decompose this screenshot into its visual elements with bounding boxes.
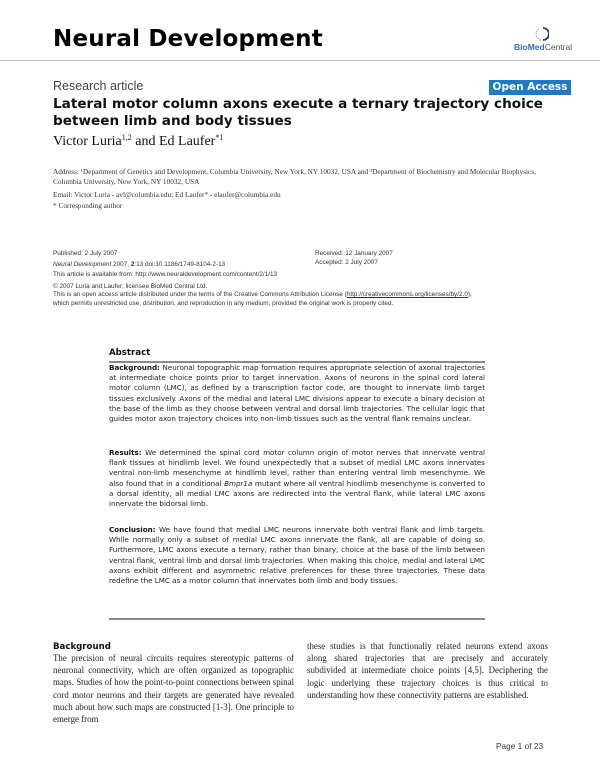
abstract-section-text: Neuronal topographic map formation requires appropriate selection of axonal trajectories at intermediate choice points prior to target innervation. Axons of neurons in the spinal cord lateral motor column (LMC), as defined by a transcription factor code, are thought to innervate limb target tissues exclusively. Axons of the medial and lateral LMC divisions appear to execute a binary decision at the base of the limb as they choose between ventral and dorsal limb trajectories. The cellular logic that guides motor axon trajectory choices into non-limb tissues such as the ventral flank remains unclear. — [109, 363, 485, 424]
abstract-section-text: We have found that medial LMC neurons innervate both ventral flank and limb targets. While normally only a subset of medial LMC axons innervate the flank, all are capable of doing so. Furthermore, LMC axons execute a ternary, rather than binary, choice at the base of the limb between ventral flank, ventral limb and dorsal limb trajectories. When making this choice, medial and lateral LMC axons exhibit different and asymmetric relative preferences for these three trajectories. These data redefine the LMC as a motor column that innervates both limb and body tissues. — [109, 525, 485, 586]
author-separator: and — [131, 134, 159, 149]
page-number: Page 1 of 23 — [496, 741, 544, 751]
abstract-heading: Abstract — [109, 348, 151, 358]
license-statement — [53, 290, 472, 299]
body-text-left-column: The precision of neural circuits requires stereotypic patterns of neuronal connectivity, which are often organized as topographic maps. Studies of how the point-to-point connections between spinal cord motor neurons and their targets are generated have revealed much about how such maps are constructed [1-3]. One principle to emerge from — [53, 653, 294, 725]
license-statement-continued: which permits unrestricted use, distribution, and reproduction in any medium, provided the original work is properly cited. — [53, 300, 394, 307]
received-date: Received: 12 January 2007 — [315, 250, 393, 257]
copyright-notice: © 2007 Luria and Laufer; licensee BioMed Central Ltd. — [53, 283, 208, 290]
publisher-name-bio: Bio — [514, 42, 528, 52]
citation-journal: Neural Development — [53, 261, 112, 268]
body-text-right-column: these studies is that functionally related neurons extend axons along shared trajectories that are precisely and accurately subdivided at intermediate choice points [4,5]. Deciphering the logic underlying these trajectory choices is thus critical to understanding how these connectivity patterns are established. — [307, 641, 548, 700]
author-list — [53, 133, 223, 150]
abstract-section-text: We determined the spinal cord motor column origin of motor nerves that innervate ventral flank tissues at hindlimb level. We found unexpectedly that a subset of medial LMC axons innervates ventral non-limb mesenchyme at hindlimb level, rather than entering ventral limb mesenchyme. We also found that in a conditional — [109, 448, 485, 488]
abstract-results — [109, 448, 485, 509]
article-type: Research article — [53, 79, 144, 93]
author-affiliation: 1,2 — [121, 133, 132, 142]
abstract-section-label: Background: — [109, 363, 160, 372]
abstract-section-label: Conclusion: — [109, 525, 156, 534]
accepted-date: Accepted: 2 July 2007 — [315, 259, 378, 266]
publisher-name-central: Central — [544, 42, 573, 52]
license-text-end: ), — [467, 291, 472, 298]
published-date: Published: 2 July 2007 — [53, 250, 118, 257]
gene-name: Bmpr1a — [224, 478, 253, 488]
author-name: Ed Laufer — [158, 134, 216, 149]
journal-title: Neural Development — [53, 26, 323, 52]
article-title: Lateral motor column axons execute a ternary trajectory choice between limb and body tissues — [53, 96, 544, 129]
license-link[interactable]: http://creativecommons.org/licenses/by/2.0 — [346, 291, 468, 298]
publisher-logo[interactable] — [514, 27, 573, 53]
section-heading-background: Background — [53, 642, 111, 652]
header-divider — [0, 60, 600, 61]
publisher-name — [514, 42, 572, 52]
author-emails[interactable]: Email: Victor Luria - avl@columbia.edu; Ed Laufer* - elaufer@columbia.edu — [53, 190, 281, 199]
biomed-central-ring-icon — [535, 27, 549, 41]
open-access-badge: Open Access — [489, 80, 571, 95]
license-text: This is an open access article distributed under the terms of the Creative Commons Attribution License ( — [53, 291, 347, 298]
abstract-section-text: mutant where all ventral hindlimb mesenchyme is converted to a dorsal identity, all medial LMC axons are redirected into the ventral flank, while lateral LMC axons innervate the bidorsal limb. — [109, 478, 486, 509]
abstract-background — [109, 363, 485, 424]
abstract-divider-bottom — [109, 618, 485, 620]
publisher-name-med: Med — [527, 42, 545, 52]
author-address: Address: ¹Department of Genetics and Development, Columbia University, New York, NY 10032, USA and ²Department of Biochemistry and Molecular Biophysics, Columbia University, New York, NY 10032, USA — [53, 167, 536, 186]
author-name: Victor Luria — [53, 134, 122, 149]
author-affiliation: *1 — [215, 133, 224, 142]
citation-doi: :13 doi:10.1186/1749-8104-2-13 — [134, 261, 226, 268]
corresponding-author-note: * Corresponding author — [53, 201, 123, 210]
abstract-section-label: Results: — [109, 448, 142, 457]
article-availability[interactable]: This article is available from: http://www.neuraldevelopment.com/content/2/1/13 — [53, 271, 278, 278]
abstract-conclusion — [109, 525, 485, 586]
citation — [53, 260, 225, 269]
citation-volume: 2 — [130, 261, 135, 268]
citation-year: 2007, — [111, 261, 131, 268]
